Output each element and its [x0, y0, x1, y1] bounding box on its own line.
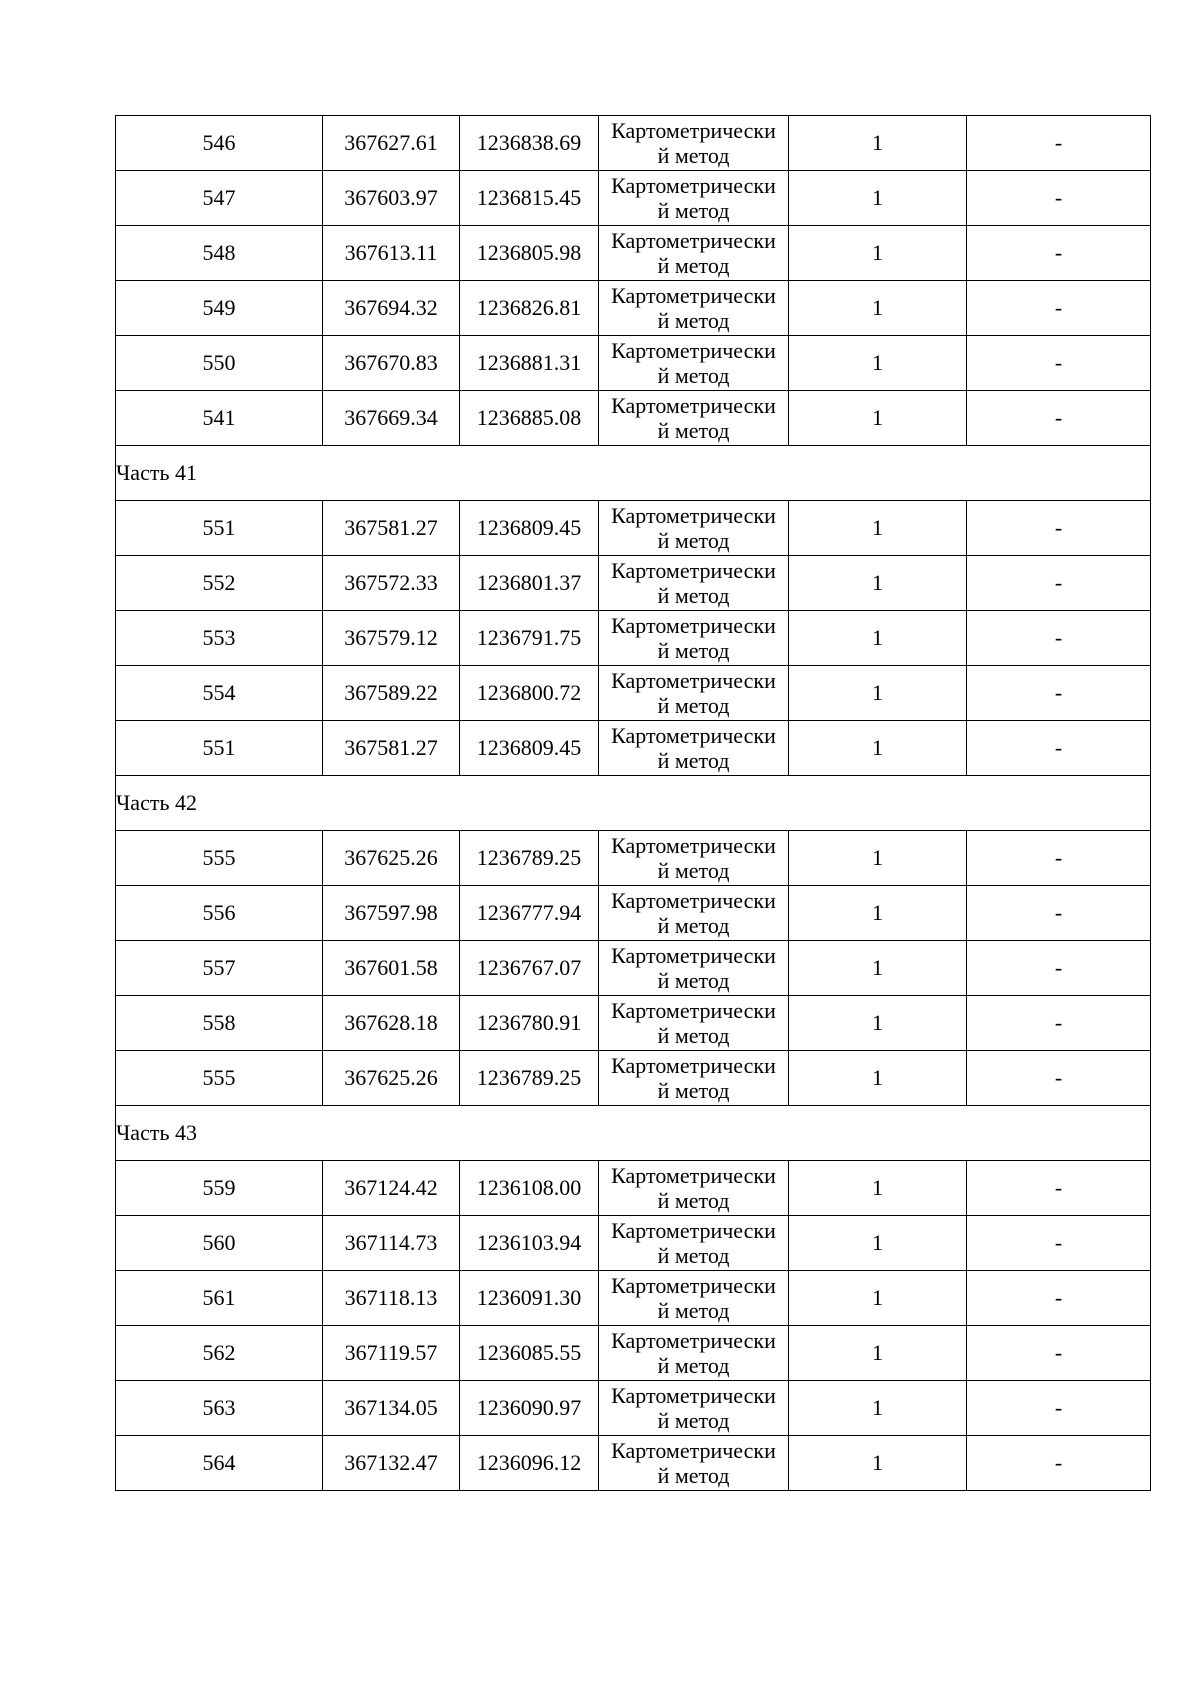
y-coordinate-cell: 1236096.12 — [460, 1436, 599, 1491]
table-row — [116, 831, 1151, 886]
y-coordinate-cell: 1236826.81 — [460, 281, 599, 336]
note-cell: - — [967, 171, 1151, 226]
x-coordinate-cell: 367670.83 — [323, 336, 460, 391]
accuracy-cell: 1 — [789, 226, 967, 281]
y-coordinate-cell: 1236885.08 — [460, 391, 599, 446]
point-number-cell: 557 — [116, 941, 323, 996]
method-text-line-2: й метод — [657, 748, 730, 773]
coordinates-table-body — [116, 116, 1151, 1491]
point-number-cell: 541 — [116, 391, 323, 446]
note-cell: - — [967, 1381, 1151, 1436]
method-text-line-1: Картометрически — [611, 1383, 776, 1408]
note-cell: - — [967, 1326, 1151, 1381]
point-number-cell: 561 — [116, 1271, 323, 1326]
y-coordinate-cell: 1236777.94 — [460, 886, 599, 941]
accuracy-cell: 1 — [789, 556, 967, 611]
y-coordinate-cell: 1236791.75 — [460, 611, 599, 666]
method-text-line-2: й метод — [657, 418, 730, 443]
method-text-line-1: Картометрически — [611, 723, 776, 748]
method-text-line-1: Картометрически — [611, 558, 776, 583]
point-number-cell: 564 — [116, 1436, 323, 1491]
note-cell: - — [967, 831, 1151, 886]
method-text-line-2: й метод — [657, 693, 730, 718]
x-coordinate-cell: 367613.11 — [323, 226, 460, 281]
method-text-line-2: й метод — [657, 858, 730, 883]
x-coordinate-cell: 367625.26 — [323, 831, 460, 886]
method-text-line-1: Картометрически — [611, 503, 776, 528]
note-cell: - — [967, 1161, 1151, 1216]
section-header-row — [116, 1106, 1151, 1161]
note-cell: - — [967, 941, 1151, 996]
method-text-line-1: Картометрически — [611, 1163, 776, 1188]
note-cell: - — [967, 721, 1151, 776]
table-row — [116, 941, 1151, 996]
method-text-line-2: й метод — [657, 913, 730, 938]
x-coordinate-cell: 367572.33 — [323, 556, 460, 611]
method-text-line-2: й метод — [657, 1298, 730, 1323]
table-row — [116, 1436, 1151, 1491]
accuracy-cell: 1 — [789, 611, 967, 666]
accuracy-cell: 1 — [789, 666, 967, 721]
method-text-line-1: Картометрически — [611, 888, 776, 913]
note-cell: - — [967, 1051, 1151, 1106]
section-header-row — [116, 446, 1151, 501]
x-coordinate-cell: 367118.13 — [323, 1271, 460, 1326]
note-cell: - — [967, 116, 1151, 171]
method-text-line-1: Картометрически — [611, 1273, 776, 1298]
table-row — [116, 1051, 1151, 1106]
accuracy-cell: 1 — [789, 1051, 967, 1106]
y-coordinate-cell: 1236809.45 — [460, 721, 599, 776]
method-cell — [599, 666, 789, 721]
method-text-line-1: Картометрически — [611, 1053, 776, 1078]
accuracy-cell: 1 — [789, 1271, 967, 1326]
x-coordinate-cell: 367581.27 — [323, 721, 460, 776]
method-text-line-1: Картометрически — [611, 1328, 776, 1353]
point-number-cell: 550 — [116, 336, 323, 391]
y-coordinate-cell: 1236103.94 — [460, 1216, 599, 1271]
method-cell — [599, 721, 789, 776]
note-cell: - — [967, 886, 1151, 941]
accuracy-cell: 1 — [789, 996, 967, 1051]
table-row — [116, 171, 1151, 226]
y-coordinate-cell: 1236815.45 — [460, 171, 599, 226]
section-label: Часть 41 — [116, 446, 1151, 501]
table-row — [116, 666, 1151, 721]
x-coordinate-cell: 367669.34 — [323, 391, 460, 446]
y-coordinate-cell: 1236881.31 — [460, 336, 599, 391]
table-row — [116, 996, 1151, 1051]
method-cell — [599, 556, 789, 611]
method-text-line-2: й метод — [657, 1188, 730, 1213]
method-text-line-2: й метод — [657, 1023, 730, 1048]
method-text-line-1: Картометрически — [611, 118, 776, 143]
x-coordinate-cell: 367132.47 — [323, 1436, 460, 1491]
table-row — [116, 116, 1151, 171]
note-cell: - — [967, 1436, 1151, 1491]
x-coordinate-cell: 367581.27 — [323, 501, 460, 556]
table-row — [116, 556, 1151, 611]
method-cell — [599, 611, 789, 666]
note-cell: - — [967, 666, 1151, 721]
x-coordinate-cell: 367114.73 — [323, 1216, 460, 1271]
y-coordinate-cell: 1236091.30 — [460, 1271, 599, 1326]
point-number-cell: 563 — [116, 1381, 323, 1436]
point-number-cell: 555 — [116, 831, 323, 886]
accuracy-cell: 1 — [789, 336, 967, 391]
method-cell — [599, 1381, 789, 1436]
accuracy-cell: 1 — [789, 1161, 967, 1216]
accuracy-cell: 1 — [789, 1326, 967, 1381]
table-row — [116, 1326, 1151, 1381]
method-cell — [599, 281, 789, 336]
method-cell — [599, 1161, 789, 1216]
method-text-line-1: Картометрически — [611, 393, 776, 418]
accuracy-cell: 1 — [789, 721, 967, 776]
method-text-line-2: й метод — [657, 143, 730, 168]
x-coordinate-cell: 367601.58 — [323, 941, 460, 996]
x-coordinate-cell: 367625.26 — [323, 1051, 460, 1106]
y-coordinate-cell: 1236090.97 — [460, 1381, 599, 1436]
method-text-line-2: й метод — [657, 253, 730, 278]
method-cell — [599, 996, 789, 1051]
y-coordinate-cell: 1236780.91 — [460, 996, 599, 1051]
accuracy-cell: 1 — [789, 171, 967, 226]
point-number-cell: 546 — [116, 116, 323, 171]
point-number-cell: 552 — [116, 556, 323, 611]
method-text-line-2: й метод — [657, 1463, 730, 1488]
note-cell: - — [967, 391, 1151, 446]
method-cell — [599, 116, 789, 171]
accuracy-cell: 1 — [789, 116, 967, 171]
table-row — [116, 226, 1151, 281]
method-text-line-1: Картометрически — [611, 943, 776, 968]
method-cell — [599, 1051, 789, 1106]
coordinates-table — [115, 115, 1151, 1491]
method-text-line-2: й метод — [657, 528, 730, 553]
point-number-cell: 551 — [116, 721, 323, 776]
y-coordinate-cell: 1236809.45 — [460, 501, 599, 556]
method-text-line-2: й метод — [657, 363, 730, 388]
point-number-cell: 555 — [116, 1051, 323, 1106]
table-row — [116, 281, 1151, 336]
method-text-line-1: Картометрически — [611, 228, 776, 253]
method-text-line-2: й метод — [657, 583, 730, 608]
table-row — [116, 501, 1151, 556]
y-coordinate-cell: 1236085.55 — [460, 1326, 599, 1381]
point-number-cell: 548 — [116, 226, 323, 281]
method-text-line-1: Картометрически — [611, 833, 776, 858]
method-text-line-1: Картометрически — [611, 1438, 776, 1463]
y-coordinate-cell: 1236801.37 — [460, 556, 599, 611]
note-cell: - — [967, 226, 1151, 281]
x-coordinate-cell: 367694.32 — [323, 281, 460, 336]
accuracy-cell: 1 — [789, 831, 967, 886]
accuracy-cell: 1 — [789, 281, 967, 336]
method-text-line-1: Картометрически — [611, 998, 776, 1023]
method-text-line-1: Картометрически — [611, 283, 776, 308]
note-cell: - — [967, 1216, 1151, 1271]
accuracy-cell: 1 — [789, 391, 967, 446]
method-cell — [599, 831, 789, 886]
table-row — [116, 391, 1151, 446]
y-coordinate-cell: 1236767.07 — [460, 941, 599, 996]
x-coordinate-cell: 367134.05 — [323, 1381, 460, 1436]
method-text-line-2: й метод — [657, 968, 730, 993]
point-number-cell: 547 — [116, 171, 323, 226]
point-number-cell: 556 — [116, 886, 323, 941]
accuracy-cell: 1 — [789, 501, 967, 556]
y-coordinate-cell: 1236838.69 — [460, 116, 599, 171]
method-text-line-2: й метод — [657, 1243, 730, 1268]
table-row — [116, 1161, 1151, 1216]
method-cell — [599, 336, 789, 391]
note-cell: - — [967, 556, 1151, 611]
method-cell — [599, 226, 789, 281]
section-label: Часть 42 — [116, 776, 1151, 831]
note-cell: - — [967, 1271, 1151, 1326]
method-text-line-2: й метод — [657, 1078, 730, 1103]
method-cell — [599, 941, 789, 996]
note-cell: - — [967, 281, 1151, 336]
note-cell: - — [967, 611, 1151, 666]
accuracy-cell: 1 — [789, 1436, 967, 1491]
method-cell — [599, 171, 789, 226]
method-text-line-2: й метод — [657, 1408, 730, 1433]
y-coordinate-cell: 1236805.98 — [460, 226, 599, 281]
point-number-cell: 558 — [116, 996, 323, 1051]
method-text-line-1: Картометрически — [611, 613, 776, 638]
x-coordinate-cell: 367589.22 — [323, 666, 460, 721]
table-row — [116, 886, 1151, 941]
x-coordinate-cell: 367597.98 — [323, 886, 460, 941]
method-text-line-2: й метод — [657, 1353, 730, 1378]
section-label: Часть 43 — [116, 1106, 1151, 1161]
accuracy-cell: 1 — [789, 1216, 967, 1271]
method-cell — [599, 391, 789, 446]
method-cell — [599, 1271, 789, 1326]
table-row — [116, 611, 1151, 666]
method-text-line-1: Картометрически — [611, 338, 776, 363]
point-number-cell: 549 — [116, 281, 323, 336]
method-text-line-2: й метод — [657, 638, 730, 663]
y-coordinate-cell: 1236108.00 — [460, 1161, 599, 1216]
point-number-cell: 553 — [116, 611, 323, 666]
note-cell: - — [967, 996, 1151, 1051]
point-number-cell: 560 — [116, 1216, 323, 1271]
method-text-line-1: Картометрически — [611, 1218, 776, 1243]
y-coordinate-cell: 1236800.72 — [460, 666, 599, 721]
table-row — [116, 1381, 1151, 1436]
table-row — [116, 1271, 1151, 1326]
table-row — [116, 336, 1151, 391]
accuracy-cell: 1 — [789, 1381, 967, 1436]
table-row — [116, 721, 1151, 776]
method-cell — [599, 1436, 789, 1491]
note-cell: - — [967, 501, 1151, 556]
point-number-cell: 551 — [116, 501, 323, 556]
x-coordinate-cell: 367628.18 — [323, 996, 460, 1051]
x-coordinate-cell: 367579.12 — [323, 611, 460, 666]
x-coordinate-cell: 367124.42 — [323, 1161, 460, 1216]
method-cell — [599, 1216, 789, 1271]
method-cell — [599, 1326, 789, 1381]
note-cell: - — [967, 336, 1151, 391]
method-text-line-1: Картометрически — [611, 173, 776, 198]
accuracy-cell: 1 — [789, 886, 967, 941]
y-coordinate-cell: 1236789.25 — [460, 831, 599, 886]
method-text-line-2: й метод — [657, 198, 730, 223]
x-coordinate-cell: 367119.57 — [323, 1326, 460, 1381]
y-coordinate-cell: 1236789.25 — [460, 1051, 599, 1106]
table-row — [116, 1216, 1151, 1271]
point-number-cell: 554 — [116, 666, 323, 721]
point-number-cell: 559 — [116, 1161, 323, 1216]
method-cell — [599, 886, 789, 941]
method-text-line-2: й метод — [657, 308, 730, 333]
accuracy-cell: 1 — [789, 941, 967, 996]
point-number-cell: 562 — [116, 1326, 323, 1381]
x-coordinate-cell: 367627.61 — [323, 116, 460, 171]
method-text-line-1: Картометрически — [611, 668, 776, 693]
section-header-row — [116, 776, 1151, 831]
x-coordinate-cell: 367603.97 — [323, 171, 460, 226]
method-cell — [599, 501, 789, 556]
